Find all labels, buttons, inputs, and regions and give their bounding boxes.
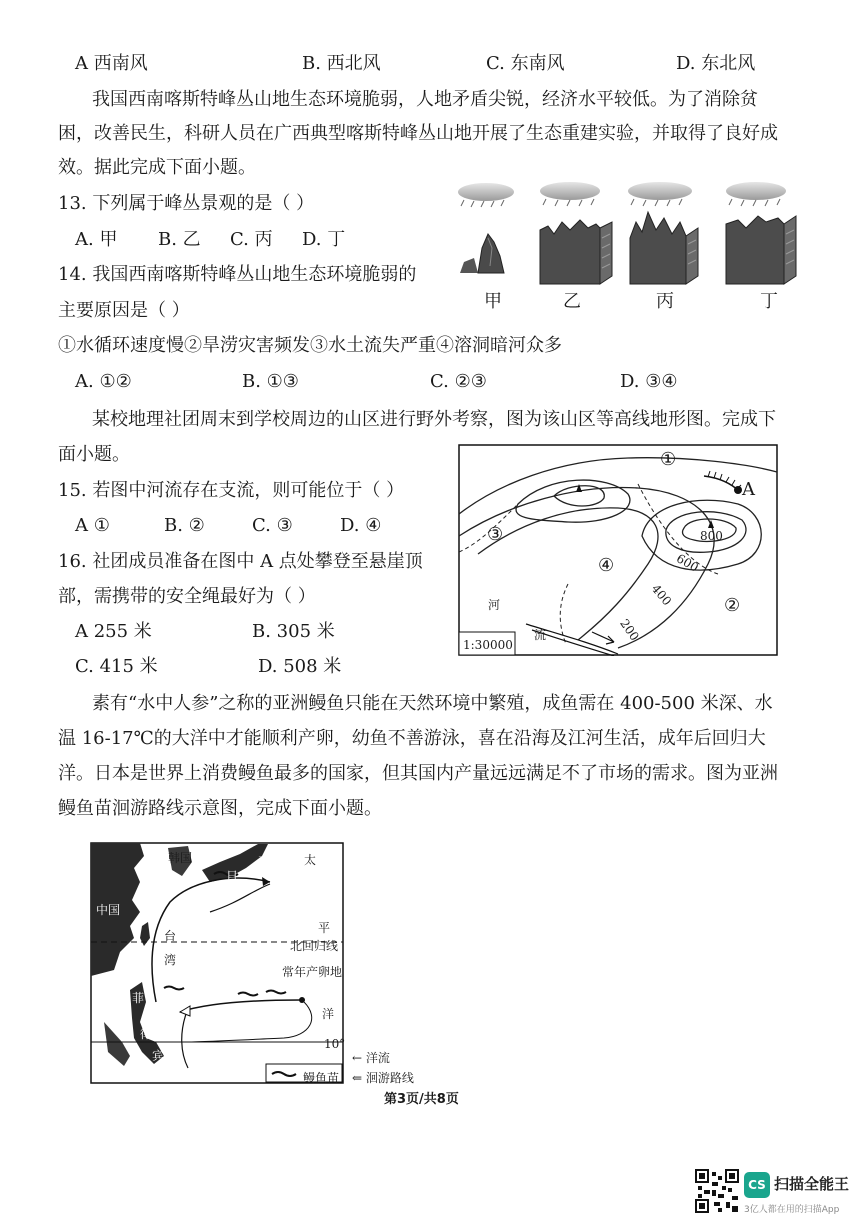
latitude-label: 10°	[324, 1037, 346, 1051]
eel-intro-line-2: 温 16-17℃的大洋中才能顺利产卵，幼鱼不善游泳，喜在沿海及江河生活，成年后回归大	[58, 728, 766, 749]
map-label-china: 中国	[96, 903, 121, 917]
camscanner-slogan: 3亿人都在用的扫描App	[744, 1205, 840, 1215]
q14-statements: ①水循环速度慢②旱涝灾害频发③水土流失严重④溶洞暗河众多	[58, 335, 562, 356]
q15-option-a: A ①	[75, 515, 110, 536]
circled-label-1: ①	[660, 449, 677, 470]
karst-intro-line-2: 困，改善民生，科研人员在广西典型喀斯特峰丛山地开展了生态重建实验，并取得了良好成	[58, 123, 778, 144]
map-label-philippines-3: 宾	[152, 1049, 165, 1063]
q14-stem-line-2: 主要原因是（ ）	[58, 300, 190, 321]
landscape-ding	[726, 216, 796, 284]
qr-code-icon	[694, 1168, 740, 1214]
cloud-icon	[540, 182, 600, 206]
q16-stem-line-1: 16. 社团成员准备在图中 A 点处攀登至悬崖顶	[58, 551, 423, 572]
q15-option-c: C. ③	[252, 515, 293, 536]
q13-option-d: D. 丁	[302, 229, 346, 250]
tropic-label: 北回归线	[290, 939, 339, 953]
q14-option-d: D. ③④	[620, 371, 678, 392]
landscape-label-yi: 乙	[563, 291, 581, 312]
q12-option-c: C. 东南风	[486, 53, 565, 74]
contour-label-600: 600	[674, 551, 701, 575]
q16-option-b: B. 305 米	[252, 621, 335, 642]
camscanner-app-name: 扫描全能王	[774, 1175, 850, 1193]
river-label-he: 河	[488, 598, 501, 612]
cloud-icon	[458, 183, 514, 207]
camscanner-logo-icon: CS	[744, 1172, 770, 1198]
page-number: 第3页/共8页	[384, 1092, 459, 1107]
landscape-label-jia: 甲	[484, 291, 502, 312]
map-label-pacific-1: 太	[304, 853, 317, 867]
legend-eel-fry: 鳗鱼苗	[303, 1071, 340, 1085]
contour-label-200: 200	[617, 616, 642, 644]
map-label-japan-1: 日	[226, 869, 239, 883]
map-label-taiwan-1: 台	[164, 929, 177, 943]
q13-option-c: C. 丙	[230, 229, 273, 250]
map-label-philippines-2: 律	[140, 1027, 153, 1041]
circled-label-4: ④	[598, 555, 615, 576]
landscape-jia	[460, 234, 504, 273]
landscape-yi	[540, 220, 612, 284]
landscape-bing	[630, 212, 698, 284]
map-label-philippines-1: 菲	[132, 991, 145, 1005]
legend-ocean-current-text: 洋流	[365, 1051, 390, 1065]
cloud-icon	[628, 182, 692, 206]
q16-option-d: D. 508 米	[258, 656, 342, 677]
circled-label-2: ②	[724, 595, 741, 616]
legend-migration-route-text: 洄游路线	[365, 1071, 414, 1085]
q15-option-d: D. ④	[340, 515, 382, 536]
spawning-site-label: 常年产卵地	[282, 965, 343, 979]
eel-intro-line-4: 鳗鱼苗洄游路线示意图，完成下面小题。	[58, 798, 382, 819]
landscape-label-ding: 丁	[760, 291, 778, 312]
q14-option-b: B. ①③	[242, 371, 299, 392]
contour-label-400: 400	[648, 581, 675, 609]
legend-migration-route: ⇐ 洄游路线	[352, 1071, 414, 1085]
q14-option-c: C. ②③	[430, 371, 487, 392]
contour-label-800: 800	[700, 529, 723, 543]
q12-option-a: A 西南风	[75, 53, 148, 74]
q13-option-a: A. 甲	[75, 229, 118, 250]
eel-intro-line-1: 素有“水中人参”之称的亚洲鳗鱼只能在天然环境中繁殖，成鱼需在 400-500 米深、水	[92, 693, 773, 714]
survey-intro-line-2: 面小题。	[58, 444, 130, 465]
eel-intro-line-3: 洋。日本是世界上消费鳗鱼最多的国家，但其国内产量远远满足不了市场的需求。图为亚洲	[58, 763, 778, 784]
landscape-label-bing: 丙	[656, 291, 674, 312]
cloud-icon	[726, 182, 786, 206]
map-scale: 1:30000	[463, 638, 513, 652]
q14-option-a: A. ①②	[75, 371, 132, 392]
map-label-pacific-3: 洋	[322, 1007, 335, 1021]
legend-ocean-current: ← 洋流	[352, 1051, 390, 1065]
karst-intro-line-3: 效。据此完成下面小题。	[58, 157, 256, 178]
q15-stem: 15. 若图中河流存在支流，则可能位于（ ）	[58, 480, 405, 501]
map-label-korea: 韩国	[168, 851, 193, 865]
karst-landscape-figure	[448, 178, 848, 318]
karst-intro-line-1: 我国西南喀斯特峰丛山地生态环境脆弱，人地矛盾尖锐，经济水平较低。为了消除贫	[92, 89, 758, 110]
point-a-marker	[734, 486, 742, 494]
q16-stem-line-2: 部，需携带的安全绳最好为（ ）	[58, 586, 316, 607]
q12-option-d: D. 东北风	[676, 53, 756, 74]
river-label-liu: 流	[534, 628, 547, 642]
map-label-japan-2: 本	[258, 853, 271, 867]
spawning-site-marker	[299, 997, 305, 1003]
survey-intro-line-1: 某校地理社团周末到学校周边的山区进行野外考察，图为该山区等高线地形图。完成下	[92, 409, 776, 430]
q16-option-a: A 255 米	[75, 621, 152, 642]
point-a-label: A	[742, 479, 755, 500]
q16-option-c: C. 415 米	[75, 656, 158, 677]
q12-option-b: B. 西北风	[302, 53, 381, 74]
circled-label-3: ③	[487, 524, 504, 545]
q13-option-b: B. 乙	[158, 229, 201, 250]
q14-stem-line-1: 14. 我国西南喀斯特峰丛山地生态环境脆弱的	[58, 264, 417, 285]
q15-option-b: B. ②	[164, 515, 205, 536]
q13-stem: 13. 下列属于峰丛景观的是（ ）	[58, 193, 315, 214]
map-label-taiwan-2: 湾	[164, 953, 177, 967]
map-label-pacific-2: 平	[318, 921, 331, 935]
